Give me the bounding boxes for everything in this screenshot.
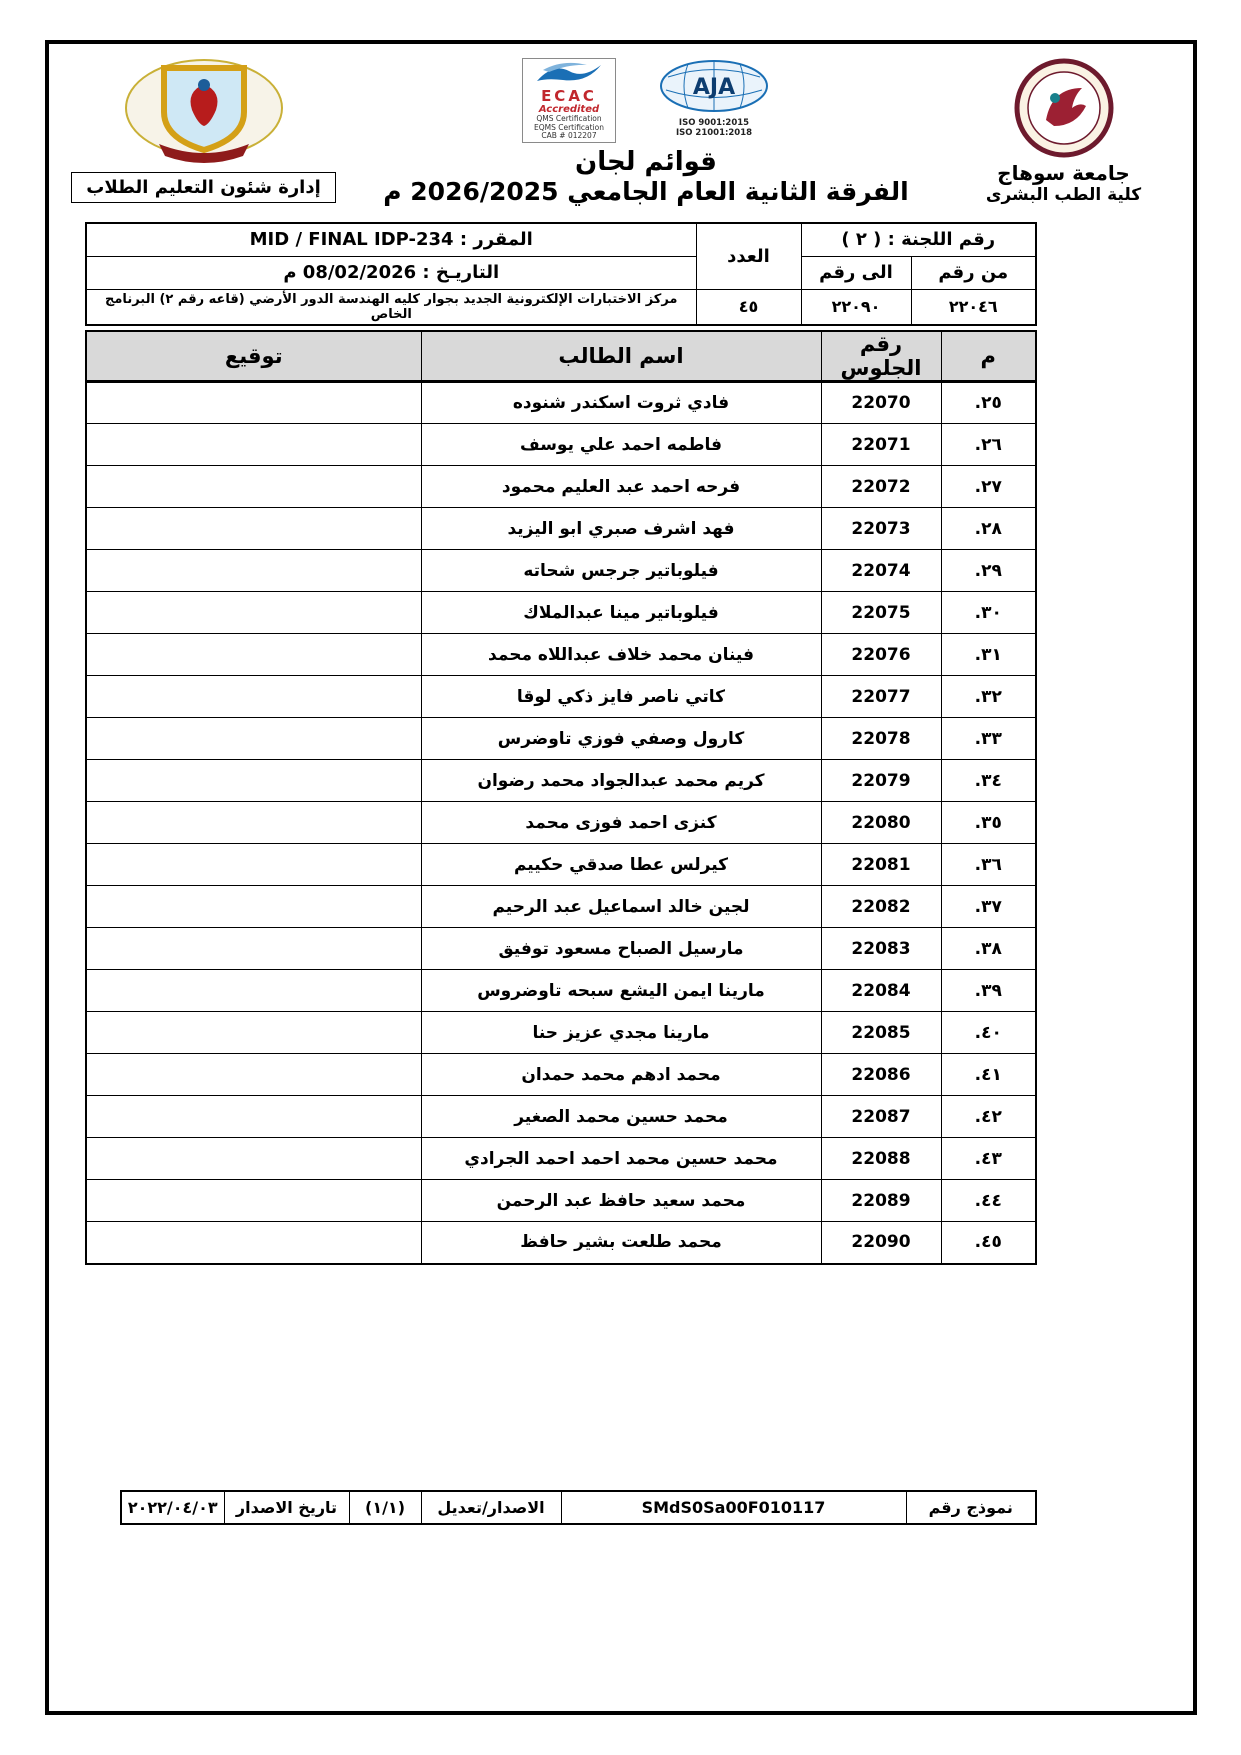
aja-iso-logo bbox=[658, 58, 770, 138]
student-signature-cell bbox=[86, 466, 421, 508]
aja-iso-line-2: ISO 21001:2018 bbox=[675, 128, 753, 138]
student-seat-cell: 22083 bbox=[821, 928, 941, 970]
student-seat-cell: 22075 bbox=[821, 592, 941, 634]
student-serial-cell: ٣٢. bbox=[941, 676, 1036, 718]
student-signature-cell bbox=[86, 1054, 421, 1096]
university-logo bbox=[1014, 58, 1114, 158]
student-seat-cell: 22070 bbox=[821, 382, 941, 424]
student-name-cell: فيلوباتير مينا عبدالملاك bbox=[421, 592, 821, 634]
ecac-swoosh-icon bbox=[533, 61, 605, 85]
student-signature-cell bbox=[86, 718, 421, 760]
student-name-cell: فاطمه احمد علي يوسف bbox=[421, 424, 821, 466]
exam-info-table bbox=[85, 222, 1037, 326]
student-serial-cell: ٤٤. bbox=[941, 1180, 1036, 1222]
student-row bbox=[86, 1054, 1036, 1096]
student-seat-cell: 22076 bbox=[821, 634, 941, 676]
course-cell: المقرر : MID / FINAL IDP-234 bbox=[86, 223, 696, 256]
student-row bbox=[86, 802, 1036, 844]
student-row bbox=[86, 676, 1036, 718]
student-row bbox=[86, 592, 1036, 634]
count-value-cell: ٤٥ bbox=[696, 289, 801, 325]
student-seat-cell: 22090 bbox=[821, 1222, 941, 1264]
student-seat-cell: 22071 bbox=[821, 424, 941, 466]
student-serial-cell: ٤١. bbox=[941, 1054, 1036, 1096]
ecac-cert-line-1: QMS Certification bbox=[536, 114, 602, 123]
aja-iso-line-1: ISO 9001:2015 bbox=[678, 118, 750, 128]
student-seat-cell: 22077 bbox=[821, 676, 941, 718]
student-signature-cell bbox=[86, 382, 421, 424]
form-footer-table bbox=[120, 1490, 1037, 1525]
revision-label-cell: الاصدار/تعديل bbox=[421, 1491, 561, 1524]
student-row bbox=[86, 844, 1036, 886]
student-name-cell: فهد اشرف صبري ابو اليزيد bbox=[421, 508, 821, 550]
student-signature-cell bbox=[86, 634, 421, 676]
student-row bbox=[86, 970, 1036, 1012]
student-serial-cell: ٣٩. bbox=[941, 970, 1036, 1012]
aja-name: AJA bbox=[692, 75, 736, 100]
student-name-cell: فرحه احمد عبد العليم محمود bbox=[421, 466, 821, 508]
student-row bbox=[86, 718, 1036, 760]
student-name-cell: محمد سعيد حافظ عبد الرحمن bbox=[421, 1180, 821, 1222]
from-label-cell: من رقم bbox=[911, 256, 1036, 289]
student-serial-cell: ٢٥. bbox=[941, 382, 1036, 424]
exam-location-cell: مركز الاختبارات الإلكترونية الجديد بجوار كليه الهندسة الدور الأرضي (قاعه رقم ٢) البرنامج الخاص bbox=[86, 289, 696, 325]
student-serial-cell: ٢٩. bbox=[941, 550, 1036, 592]
student-name-cell: مارسيل الصباح مسعود توفيق bbox=[421, 928, 821, 970]
student-serial-cell: ٤٥. bbox=[941, 1222, 1036, 1264]
ecac-name: ECAC bbox=[541, 87, 597, 105]
student-signature-cell bbox=[86, 1138, 421, 1180]
student-seat-cell: 22087 bbox=[821, 1096, 941, 1138]
aja-globe-icon bbox=[658, 58, 770, 114]
student-name-cell: مارينا مجدي عزيز حنا bbox=[421, 1012, 821, 1054]
student-row bbox=[86, 508, 1036, 550]
student-signature-cell bbox=[86, 424, 421, 466]
student-signature-cell bbox=[86, 550, 421, 592]
student-row bbox=[86, 550, 1036, 592]
ecac-accreditation-logo bbox=[522, 58, 616, 143]
student-signature-cell bbox=[86, 1012, 421, 1054]
document-page bbox=[45, 40, 1197, 1715]
student-signature-cell bbox=[86, 1222, 421, 1264]
student-row bbox=[86, 424, 1036, 466]
student-signature-cell bbox=[86, 1096, 421, 1138]
to-label-cell: الى رقم bbox=[801, 256, 911, 289]
student-serial-cell: ٣٦. bbox=[941, 844, 1036, 886]
student-serial-cell: ٣٤. bbox=[941, 760, 1036, 802]
student-seat-cell: 22086 bbox=[821, 1054, 941, 1096]
student-serial-cell: ٤٢. bbox=[941, 1096, 1036, 1138]
student-name-cell: كاتي ناصر فايز ذكي لوقا bbox=[421, 676, 821, 718]
student-serial-cell: ٣٣. bbox=[941, 718, 1036, 760]
students-header-row bbox=[86, 331, 1036, 382]
count-label-cell: العدد bbox=[696, 223, 801, 289]
student-signature-cell bbox=[86, 970, 421, 1012]
department-label-box: إدارة شئون التعليم الطلاب bbox=[71, 172, 336, 203]
student-signature-cell bbox=[86, 928, 421, 970]
page-subtitle: الفرقة الثانية العام الجامعي 2026/2025 م bbox=[383, 177, 909, 206]
page-title: قوائم لجان bbox=[575, 147, 717, 177]
student-serial-cell: ٢٦. bbox=[941, 424, 1036, 466]
form-number-label-cell: نموذج رقم bbox=[906, 1491, 1036, 1524]
student-name-header: اسم الطالب bbox=[421, 331, 821, 382]
student-name-cell: كنزى احمد فوزى محمد bbox=[421, 802, 821, 844]
student-name-cell: فيلوباتير جرجس شحاته bbox=[421, 550, 821, 592]
student-seat-cell: 22085 bbox=[821, 1012, 941, 1054]
student-name-cell: محمد حسين محمد احمد احمد الجرادي bbox=[421, 1138, 821, 1180]
student-row bbox=[86, 466, 1036, 508]
students-table bbox=[85, 330, 1037, 1265]
student-seat-cell: 22078 bbox=[821, 718, 941, 760]
student-row bbox=[86, 1012, 1036, 1054]
student-name-cell: كيرلس عطا صدقي حكييم bbox=[421, 844, 821, 886]
seat-number-header: رقم الجلوس bbox=[821, 331, 941, 382]
student-seat-cell: 22089 bbox=[821, 1180, 941, 1222]
student-seat-cell: 22073 bbox=[821, 508, 941, 550]
faculty-crest-logo bbox=[119, 58, 289, 166]
student-row bbox=[86, 1096, 1036, 1138]
student-signature-cell bbox=[86, 886, 421, 928]
page-header bbox=[71, 58, 1171, 238]
date-cell: التاريـخ : 08/02/2026 م bbox=[86, 256, 696, 289]
student-name-cell: كريم محمد عبدالجواد محمد رضوان bbox=[421, 760, 821, 802]
student-seat-cell: 22079 bbox=[821, 760, 941, 802]
student-row bbox=[86, 1222, 1036, 1264]
student-name-cell: محمد طلعت بشير حافظ bbox=[421, 1222, 821, 1264]
student-serial-cell: ٣٨. bbox=[941, 928, 1036, 970]
student-name-cell: محمد حسين محمد الصغير bbox=[421, 1096, 821, 1138]
student-seat-cell: 22080 bbox=[821, 802, 941, 844]
student-signature-cell bbox=[86, 1180, 421, 1222]
student-name-cell: فادي ثروت اسكندر شنوده bbox=[421, 382, 821, 424]
student-name-cell: كارول وصفي فوزي تاوضرس bbox=[421, 718, 821, 760]
student-signature-cell bbox=[86, 802, 421, 844]
committee-number-cell: رقم اللجنة : ( ٢ ) bbox=[801, 223, 1036, 256]
header-center bbox=[336, 58, 956, 238]
student-name-cell: مارينا ايمن اليشع سبحه تاوضروس bbox=[421, 970, 821, 1012]
student-row bbox=[86, 382, 1036, 424]
student-seat-cell: 22081 bbox=[821, 844, 941, 886]
to-value-cell: ٢٢٠٩٠ bbox=[801, 289, 911, 325]
students-body bbox=[86, 382, 1036, 1264]
ecac-cert-line-2: EQMS Certification bbox=[533, 122, 605, 132]
issue-date-value-cell: ٢٠٢٢/٠٤/٠٣ bbox=[121, 1491, 224, 1524]
student-row bbox=[86, 928, 1036, 970]
student-name-cell: فينان محمد خلاف عبداللاه محمد bbox=[421, 634, 821, 676]
from-value-cell: ٢٢٠٤٦ bbox=[911, 289, 1036, 325]
certification-logos bbox=[522, 58, 770, 146]
student-signature-cell bbox=[86, 592, 421, 634]
faculty-name: كلية الطب البشرى bbox=[985, 185, 1142, 205]
student-row bbox=[86, 886, 1036, 928]
university-name: جامعة سوهاج bbox=[997, 161, 1130, 185]
student-signature-cell bbox=[86, 508, 421, 550]
student-serial-cell: ٢٧. bbox=[941, 466, 1036, 508]
student-serial-cell: ٤٣. bbox=[941, 1138, 1036, 1180]
student-serial-cell: ٣١. bbox=[941, 634, 1036, 676]
ecac-accredited-label: Accredited bbox=[538, 104, 600, 115]
student-row bbox=[86, 760, 1036, 802]
student-seat-cell: 22088 bbox=[821, 1138, 941, 1180]
student-seat-cell: 22074 bbox=[821, 550, 941, 592]
student-name-cell: محمد ادهم محمد حمدان bbox=[421, 1054, 821, 1096]
student-serial-cell: ٤٠. bbox=[941, 1012, 1036, 1054]
student-row bbox=[86, 1180, 1036, 1222]
issue-date-label-cell: تاريخ الاصدار bbox=[224, 1491, 349, 1524]
student-name-cell: لجين خالد اسماعيل عبد الرحيم bbox=[421, 886, 821, 928]
ecac-cert-line-3: CAB # 012207 bbox=[541, 131, 597, 140]
student-serial-cell: ٢٨. bbox=[941, 508, 1036, 550]
student-signature-cell bbox=[86, 760, 421, 802]
student-serial-cell: ٣٧. bbox=[941, 886, 1036, 928]
department-block bbox=[71, 58, 336, 238]
student-seat-cell: 22072 bbox=[821, 466, 941, 508]
serial-header: م bbox=[941, 331, 1036, 382]
student-serial-cell: ٣٠. bbox=[941, 592, 1036, 634]
student-signature-cell bbox=[86, 844, 421, 886]
student-serial-cell: ٣٥. bbox=[941, 802, 1036, 844]
form-number-value-cell: SMdS0Sa00F010117 bbox=[561, 1491, 906, 1524]
student-seat-cell: 22084 bbox=[821, 970, 941, 1012]
university-block bbox=[956, 58, 1171, 238]
student-seat-cell: 22082 bbox=[821, 886, 941, 928]
signature-header: توقيع bbox=[86, 331, 421, 382]
student-signature-cell bbox=[86, 676, 421, 718]
student-row bbox=[86, 1138, 1036, 1180]
student-row bbox=[86, 634, 1036, 676]
revision-value-cell: (١/١) bbox=[349, 1491, 421, 1524]
